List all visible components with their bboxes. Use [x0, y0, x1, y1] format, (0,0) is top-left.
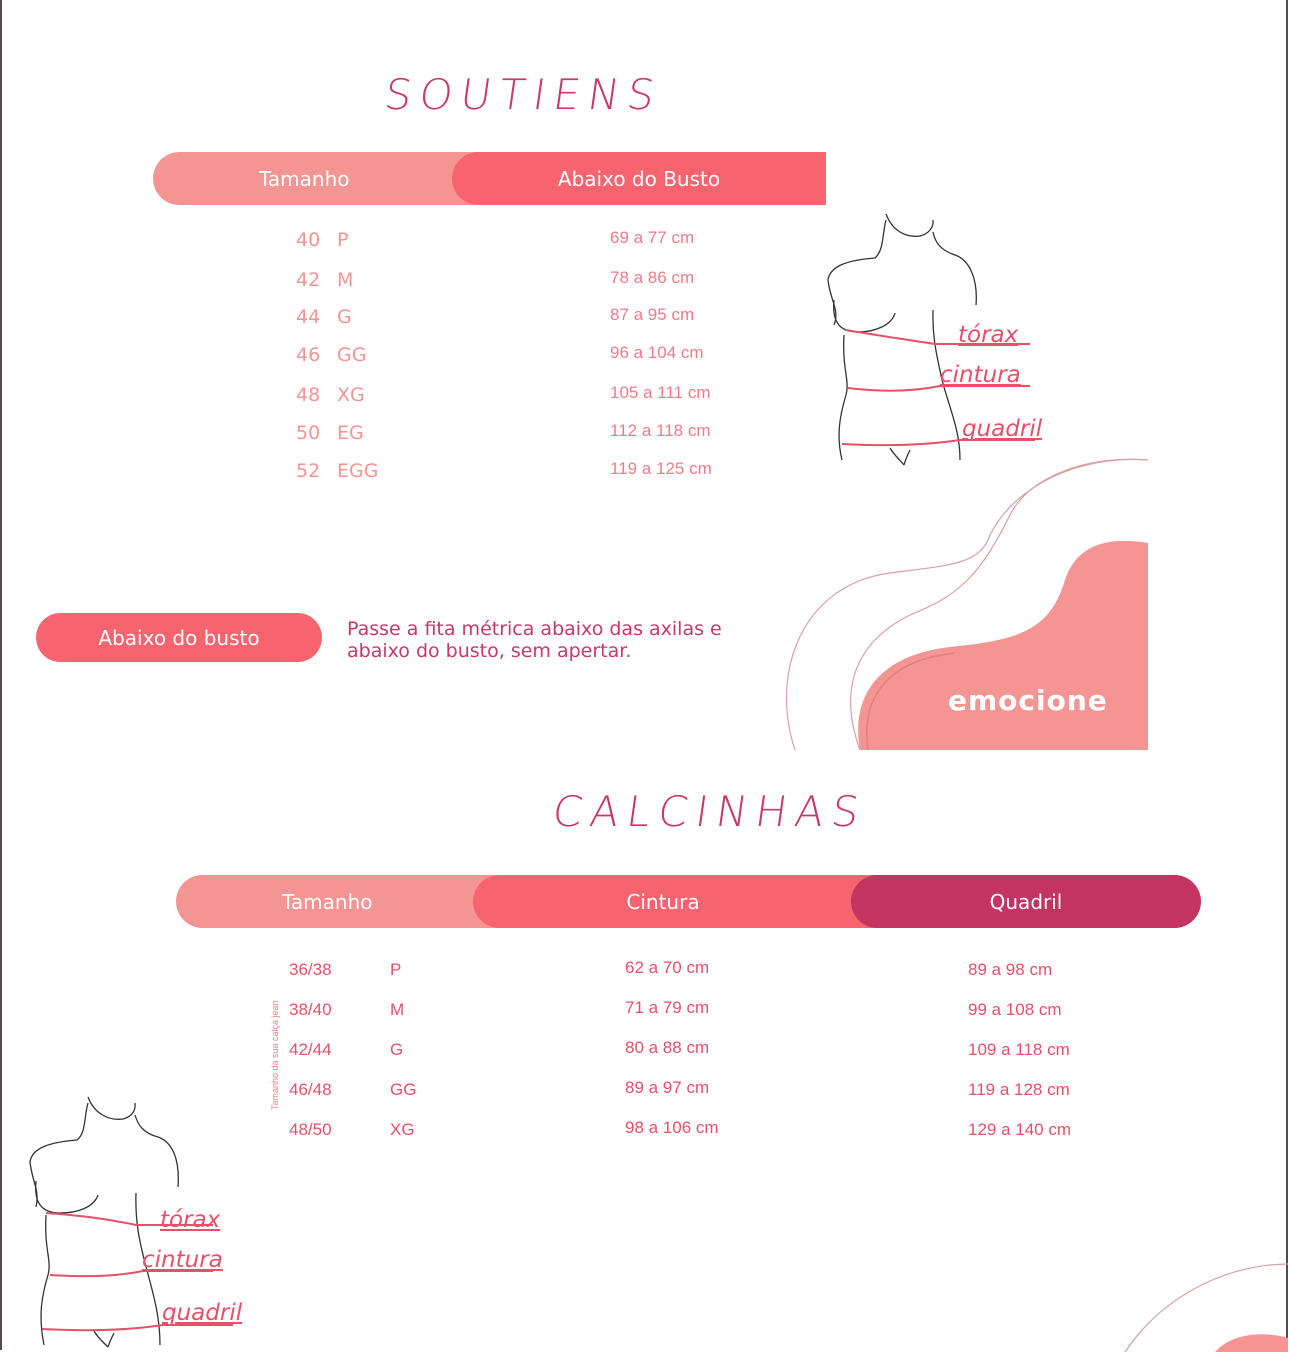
panties-header-size: Tamanho — [176, 875, 516, 928]
hip-label: quadril — [962, 416, 1043, 442]
panties-header-hip: Quadril — [851, 875, 1201, 928]
bra-size-number: 48 — [296, 384, 321, 406]
bra-size-number: 52 — [296, 460, 321, 482]
panty-hip-range: 89 a 98 cm — [968, 960, 1053, 979]
bra-size-letter: XG — [337, 384, 365, 406]
bra-size-number: 46 — [296, 344, 321, 366]
panty-jean-size: 42/44 — [289, 1040, 332, 1059]
bras-header-under-bust: Abaixo do Busto — [452, 152, 826, 205]
bra-size-letter: P — [337, 229, 349, 251]
jean-size-note: Tamanho da sua calça jean — [270, 1000, 280, 1110]
bra-size-letter: G — [337, 306, 352, 328]
bra-under-bust-range: 78 a 86 cm — [610, 268, 695, 287]
panty-hip-range: 109 a 118 cm — [968, 1040, 1070, 1059]
bra-under-bust-range: 69 a 77 cm — [610, 228, 695, 247]
bra-size-letter: EGG — [337, 460, 379, 482]
bra-under-bust-range: 87 a 95 cm — [610, 305, 695, 324]
panty-size-letter: G — [390, 1040, 404, 1059]
bra-under-bust-range: 105 a 111 cm — [610, 383, 711, 402]
bra-size-number: 50 — [296, 422, 321, 444]
panty-waist-range: 62 a 70 cm — [625, 958, 710, 977]
panties-title: CALCINHAS — [549, 787, 871, 836]
panty-size-letter: P — [390, 960, 402, 979]
panties-header-waist: Cintura — [473, 875, 893, 928]
panty-hip-range: 99 a 108 cm — [968, 1000, 1062, 1019]
waist-label-bottom: cintura — [142, 1247, 223, 1273]
chest-label: tórax — [958, 322, 1019, 348]
bra-under-bust-range: 112 a 118 cm — [610, 421, 711, 440]
bras-header-size: Tamanho — [153, 152, 493, 205]
hip-label-bottom: quadril — [162, 1300, 243, 1326]
bras-title: SOUTIENS — [381, 70, 666, 119]
bra-under-bust-range: 119 a 125 cm — [610, 459, 712, 478]
bra-size-number: 44 — [296, 306, 321, 328]
panty-size-letter: M — [390, 1000, 405, 1019]
under-bust-instruction-label: Abaixo do busto — [36, 613, 322, 662]
under-bust-instruction-text: Passe a fita métrica abaixo das axilas e abaixo do busto, sem apertar. — [347, 618, 722, 662]
panty-hip-range: 129 a 140 cm — [968, 1120, 1072, 1139]
waist-label: cintura — [940, 362, 1021, 388]
panty-waist-range: 71 a 79 cm — [625, 998, 710, 1017]
panty-waist-range: 89 a 97 cm — [625, 1078, 710, 1097]
panty-jean-size: 46/48 — [289, 1080, 332, 1099]
bra-size-letter: EG — [337, 422, 364, 444]
bra-size-letter: M — [337, 269, 354, 291]
decorative-curve — [1120, 1260, 1290, 1352]
bra-size-letter: GG — [337, 344, 367, 366]
panty-size-letter: XG — [390, 1120, 415, 1139]
panty-waist-range: 98 a 106 cm — [625, 1118, 719, 1137]
panty-jean-size: 48/50 — [289, 1120, 332, 1139]
bra-size-number: 40 — [296, 229, 321, 251]
panty-jean-size: 38/40 — [289, 1000, 332, 1019]
chest-label-bottom: tórax — [160, 1207, 221, 1233]
panty-hip-range: 119 a 128 cm — [968, 1080, 1070, 1099]
panty-size-letter: GG — [390, 1080, 417, 1099]
panty-jean-size: 36/38 — [289, 960, 332, 979]
bra-under-bust-range: 96 a 104 cm — [610, 343, 704, 362]
brand-logo: emocione — [948, 684, 1108, 717]
bra-size-number: 42 — [296, 269, 321, 291]
panty-waist-range: 80 a 88 cm — [625, 1038, 710, 1057]
